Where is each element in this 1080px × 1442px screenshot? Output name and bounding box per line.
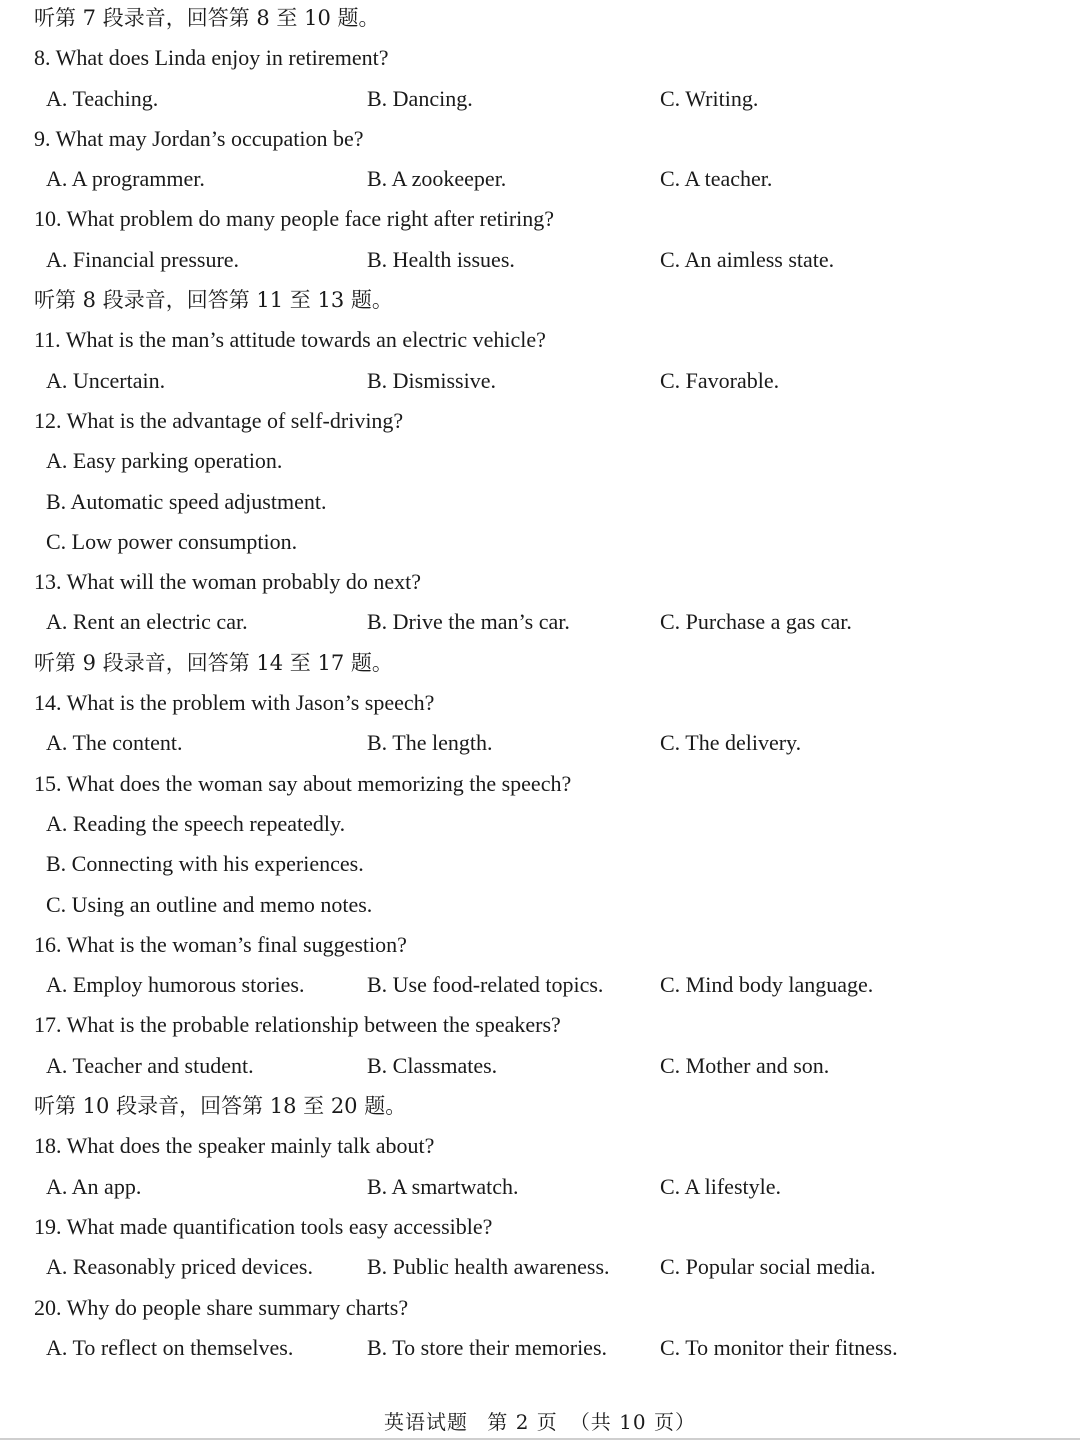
answer-option-a: A. To reflect on themselves. — [46, 1334, 294, 1360]
answer-option-b: B. Classmates. — [367, 1052, 498, 1078]
footer-total-pages: （共 10 页） — [569, 1410, 696, 1434]
answer-option-b: B. Dancing. — [367, 85, 473, 111]
section-instruction: 听第 8 段录音，回答第 11 至 13 题。 — [34, 288, 393, 313]
answer-options-row — [46, 602, 1064, 642]
answer-option-a: A. Financial pressure. — [46, 246, 240, 272]
answer-options-row — [46, 1046, 1064, 1086]
answer-option: A. Easy parking operation. — [46, 448, 283, 474]
section-instruction: 听第 7 段录音，回答第 8 至 10 题。 — [34, 6, 380, 30]
answer-option-b: B. A smartwatch. — [367, 1173, 519, 1199]
answer-option-c: C. Writing. — [660, 85, 759, 111]
question-stem: 15. What does the woman say about memorizing the speech? — [34, 770, 572, 796]
answer-option-b: B. Dismissive. — [367, 367, 496, 393]
answer-options-row — [46, 723, 1064, 763]
question-stem: 12. What is the advantage of self-driving? — [34, 407, 404, 433]
footer-subject: 英语试题 — [384, 1410, 468, 1434]
answer-option-c: C. Mind body language. — [660, 972, 874, 998]
answer-option-b: B. To store their memories. — [367, 1334, 608, 1360]
answer-option-b: B. Use food-related topics. — [367, 972, 604, 998]
answer-option: B. Connecting with his experiences. — [46, 851, 364, 877]
answer-option: C. Using an outline and memo notes. — [46, 891, 373, 917]
answer-option-c: C. Purchase a gas car. — [660, 609, 852, 635]
answer-option-a: A. A programmer. — [46, 166, 205, 192]
answer-option: B. Automatic speed adjustment. — [46, 488, 327, 514]
question-stem: 19. What made quantification tools easy accessible? — [34, 1213, 493, 1239]
question-stem: 18. What does the speaker mainly talk about? — [34, 1133, 435, 1159]
question-stem: 17. What is the probable relationship between the speakers? — [34, 1012, 561, 1038]
answer-option-c: C. A teacher. — [660, 166, 773, 192]
answer-option-a: A. An app. — [46, 1173, 142, 1199]
answer-option-b: B. A zookeeper. — [367, 166, 507, 192]
answer-option-a: A. Teaching. — [46, 85, 159, 111]
answer-options-row — [46, 965, 1064, 1005]
answer-option-a: A. Rent an electric car. — [46, 609, 248, 635]
answer-option-a: A. Uncertain. — [46, 367, 166, 393]
answer-option-c: C. Popular social media. — [660, 1254, 876, 1280]
answer-option-b: B. Public health awareness. — [367, 1254, 610, 1280]
section-instruction: 听第 10 段录音，回答第 18 至 20 题。 — [34, 1094, 407, 1119]
answer-option-a: A. Employ humorous stories. — [46, 972, 305, 998]
answer-option-a: A. Reasonably priced devices. — [46, 1254, 313, 1280]
answer-option-c: C. A lifestyle. — [660, 1173, 781, 1199]
answer-option: C. Low power consumption. — [46, 528, 298, 554]
answer-options-row — [46, 1247, 1064, 1287]
answer-option-c: C. To monitor their fitness. — [660, 1334, 898, 1360]
answer-option-c: C. Favorable. — [660, 367, 780, 393]
answer-options-row — [46, 240, 1064, 280]
answer-options-row — [46, 1328, 1064, 1368]
footer-page-number: 第 2 页 — [487, 1410, 558, 1434]
answer-option-b: B. Health issues. — [367, 246, 515, 272]
question-stem: 10. What problem do many people face right after retiring? — [34, 206, 555, 232]
answer-option-b: B. The length. — [367, 730, 493, 756]
answer-option-c: C. Mother and son. — [660, 1052, 830, 1078]
question-stem: 14. What is the problem with Jason’s speech? — [34, 690, 435, 716]
question-stem: 9. What may Jordan’s occupation be? — [34, 125, 364, 151]
answer-options-row — [46, 361, 1064, 401]
question-stem: 11. What is the man’s attitude towards an electric vehicle? — [34, 327, 546, 353]
question-stem: 16. What is the woman’s final suggestion? — [34, 931, 407, 957]
page-footer — [0, 1406, 1080, 1435]
answer-options-row — [46, 1167, 1064, 1207]
section-instruction: 听第 9 段录音，回答第 14 至 17 题。 — [34, 650, 393, 675]
answer-option: A. Reading the speech repeatedly. — [46, 810, 346, 836]
question-stem: 20. Why do people share summary charts? — [34, 1294, 409, 1320]
answer-option-c: C. The delivery. — [660, 730, 802, 756]
answer-option-a: A. The content. — [46, 730, 183, 756]
question-stem: 13. What will the woman probably do next? — [34, 569, 421, 595]
answer-option-c: C. An aimless state. — [660, 246, 835, 272]
answer-options-row — [46, 159, 1064, 199]
answer-option-a: A. Teacher and student. — [46, 1052, 254, 1078]
answer-options-row — [46, 79, 1064, 119]
question-list — [34, 0, 1064, 1368]
question-stem: 8. What does Linda enjoy in retirement? — [34, 45, 389, 71]
bottom-divider — [0, 1438, 1080, 1440]
answer-option-b: B. Drive the man’s car. — [367, 609, 570, 635]
